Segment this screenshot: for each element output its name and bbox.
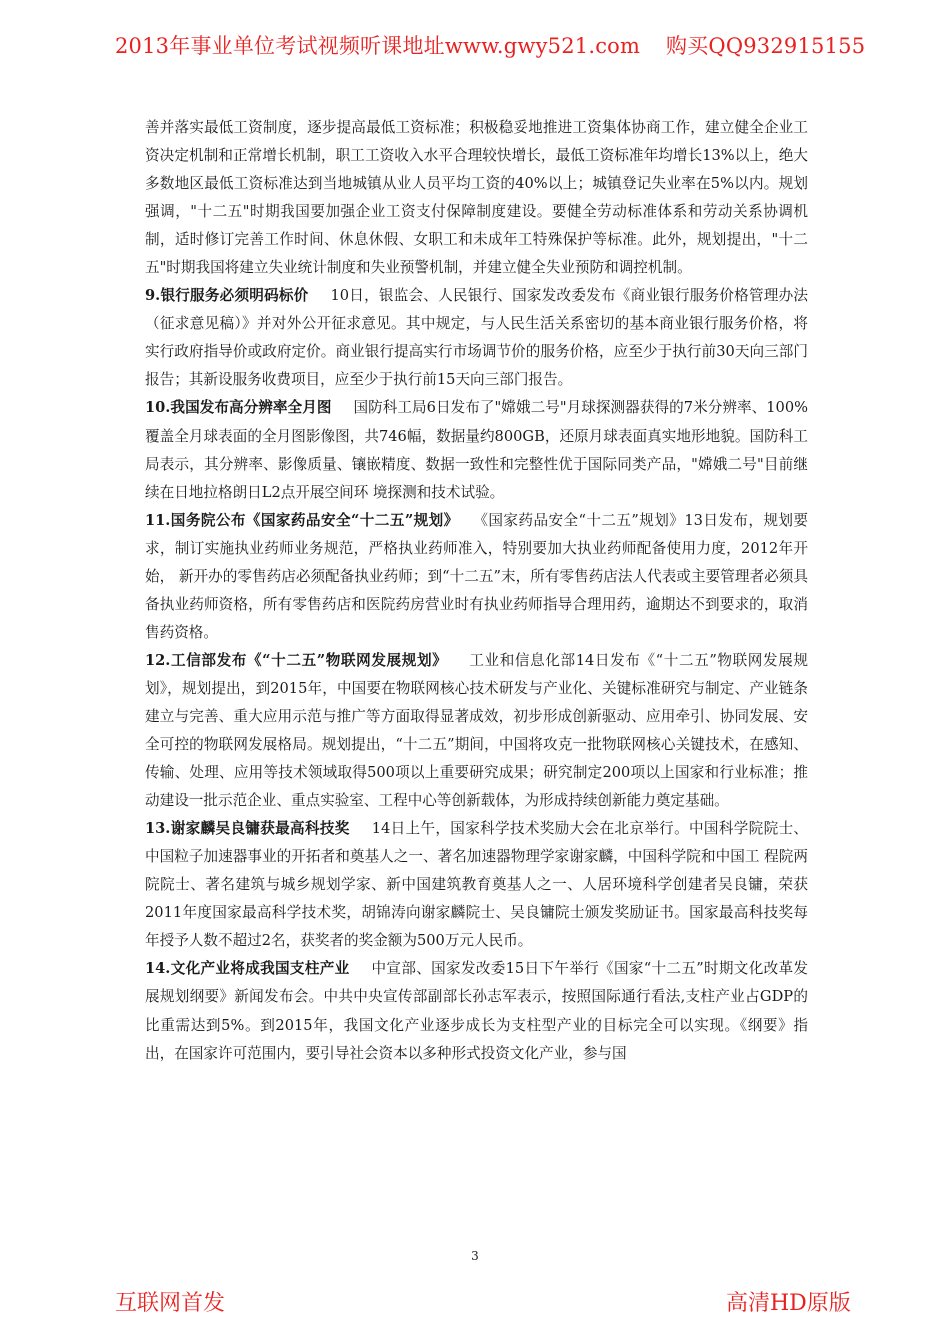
news-item-10 [145, 394, 808, 506]
news-item-text: 14日上午，国家科学技术奖励大会在北京举行。中国科学院院士、中国粒子加速器事业的开拓者和奠基人之一、著名加速器物理学家谢家麟，中国科学院和中国工 程院两院院士、著名建筑与城乡规划学家、新中国建筑教育奠基人之一、人居环境科学创建者吴良镛，荣获2011年度国家最高科学技术奖，胡锦涛向谢家麟院士、吴良镛院士颁发奖励证书。国家最高科技奖每年授予人数不超过2名，获奖者的奖金额为500万元人民币。 [145, 820, 809, 950]
news-item-text: 《国家药品安全“十二五”规划》13日发布，规划要求，制订实施执业药师业务规范，严格执业药师准入，特别要加大执业药师配备使用力度，2012年开始， 新开办的零售药店必须配备执业药师；到“十二五”末，所有零售药店法人代表或主要管理者必须具备执业药师资格，所有零售药店和医院药房营业时有执业药师指导合理用药，逾期达不到要求的，取消售药资格。 [145, 511, 808, 641]
news-item-title: 9.银行服务必须明码标价 [145, 287, 309, 305]
news-item-title: 13.谢家麟吴良镛获最高科技奖 [145, 820, 350, 838]
news-item-text: 中宣部、国家发改委15日下午举行《国家“十二五”时期文化改革发展规划纲要》新闻发布会。中共中央宣传部副部长孙志军表示，按照国际通行看法,支柱产业占GDP的比重需达到5%。到2015年，我国文化产业逐步成长为支柱型产业的目标完全可以实现。《纲要》指出，在国家许可范围内，要引导社会资本以多种形式投资文化产业，参与国 [145, 960, 809, 1062]
news-item-text: 国防科工局6日发布了"嫦娥二号"月球探测器获得的7米分辨率、100%覆盖全月球表面的全月图影像图，共746幅，数据量约800GB，还原月球表面真实地形地貌。国防科工局表示，其分辨率、影像质量、镶嵌精度、数据一致性和完整性优于国际同类产品，"嫦娥二号"目前继续在日地拉格朗日L2点开展空间环 境探测和技术试验。 [145, 399, 808, 501]
news-item-text: 工业和信息化部14日发布《“十二五”物联网发展规划》，规划提出，到2015年，中国要在物联网核心技术研发与产业化、关键标准研究与制定、产业链条建立与完善、重大应用示范与推广等方面取得显著成效，初步形成创新驱动、应用牵引、协同发展、安全可控的物联网发展格局。规划提出，“十二五”期间，中国将攻克一批物联网核心关键技术，在感知、传输、处理、应用等技术领域取得500项以上重要研究成果；研究制定200项以上国家和行业标准；推动建设一批示范企业、重点实验室、工程中心等创新载体，为形成持续创新能力奠定基础。 [145, 651, 808, 810]
news-item-11 [145, 507, 808, 647]
intro-paragraph: 善并落实最低工资制度，逐步提高最低工资标准；积极稳妥地推进工资集体协商工作，建立健全企业工资决定机制和正常增长机制，职工工资收入水平合理较快增长，最低工资标准年均增长13%以上，绝大多数地区最低工资标准达到当地城镇从业人员平均工资的40%以上；城镇登记失业率在5%以内。规划强调，"十二五"时期我国要加强企业工资支付保障制度建设。要健全劳动标准体系和劳动关系协调机制，适时修订完善工作时间、休息休假、女职工和未成年工特殊保护等标准。此外，规划提出，"十二五"时期我国将建立失业统计制度和失业预警机制，并建立健全失业预防和调控机制。 [145, 119, 808, 277]
document-body [145, 114, 808, 1068]
news-item-14 [145, 955, 808, 1067]
header-site-text: 2013年事业单位考试视频听课地址www.gwy521.com [115, 34, 641, 58]
news-item-title: 11.国务院公布《国家药品安全“十二五”规划》 [145, 511, 459, 529]
footer-right-text: 高清HD原版 [726, 1291, 851, 1316]
news-item-title: 12.工信部发布《“十二五”物联网发展规划》 [145, 651, 448, 669]
news-item-title: 14.文化产业将成我国支柱产业 [145, 960, 350, 978]
page-number: 3 [471, 1249, 479, 1263]
news-item-title: 10.我国发布高分辨率全月图 [145, 399, 332, 417]
header-qq-text: 购买QQ932915155 [666, 34, 866, 58]
news-item-13 [145, 815, 808, 955]
news-item-12 [145, 647, 808, 815]
news-item-9 [145, 282, 808, 394]
news-item-text: 10日，银监会、人民银行、国家发改委发布《商业银行服务价格管理办法（征求意见稿）》并对外公开征求意见。其中规定，与人民生活关系密切的基本商业银行服务价格，将实行政府指导价或政府定价。商业银行提高实行市场调节价的服务价格，应至少于执行前30天向三部门报告；其新设服务收费项目，应至少于执行前15天向三部门报告。 [145, 287, 808, 389]
footer-left-text: 互联网首发 [115, 1291, 226, 1316]
